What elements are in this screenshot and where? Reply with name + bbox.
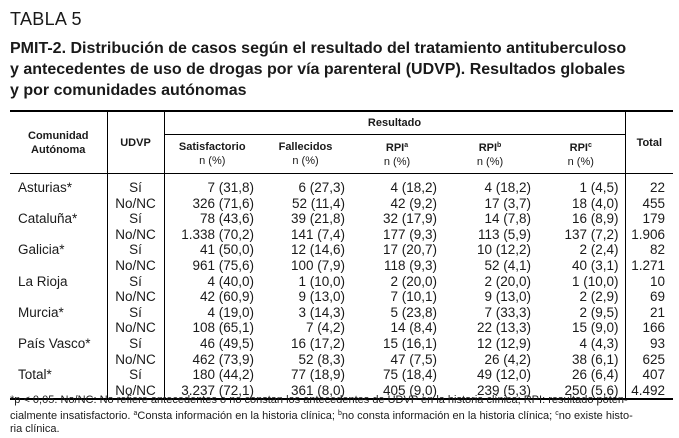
table-row (10, 352, 673, 368)
value-cell: 14 (8,4) (390, 320, 437, 336)
value-cell: 47 (7,5) (390, 351, 437, 367)
table-row (10, 336, 673, 352)
value-cell: 2 (20,0) (484, 273, 531, 289)
community-cell (10, 258, 107, 274)
value-cell: 10 (12,2) (476, 242, 531, 258)
value-cell: 4 (40,0) (164, 274, 260, 290)
value-cell: 26 (6,4) (572, 367, 619, 383)
header-rpi-b: RPI$^b$ n (%) (443, 135, 537, 174)
total-cell: 407 (625, 367, 673, 383)
value-cell: 39 (21,8) (290, 211, 345, 227)
value-cell: 100 (7,9) (290, 257, 345, 273)
udvp-cell: No/NC (107, 383, 164, 400)
header-comunidad: Comunidad Autónoma (10, 111, 107, 174)
total-cell: 625 (625, 352, 673, 368)
table-row (10, 174, 673, 196)
value-cell: 14 (7,8) (484, 211, 531, 227)
table-footnote (10, 394, 673, 436)
value-cell: 16 (8,9) (572, 211, 619, 227)
total-cell: 179 (625, 211, 673, 227)
value-cell: 1 (10,0) (572, 273, 619, 289)
value-cell: 49 (12,0) (476, 367, 531, 383)
udvp-cell: Sí (107, 174, 164, 196)
udvp-cell: Sí (107, 242, 164, 258)
table-row (10, 258, 673, 274)
value-cell: 1 (10,0) (298, 273, 345, 289)
value-cell: 52 (11,4) (291, 195, 345, 211)
header-rpi-a: RPI$^a$ n (%) (351, 135, 443, 174)
total-cell: 22 (625, 174, 673, 196)
table-row (10, 227, 673, 243)
community-cell: Murcia* (18, 304, 64, 320)
table-label: TABLA 5 (10, 9, 82, 29)
value-cell: 22 (13,3) (476, 320, 531, 336)
value-cell: 1.338 (70,2) (164, 227, 260, 243)
value-cell: 9 (13,0) (298, 289, 345, 305)
community-cell: País Vasco* (18, 335, 91, 351)
title-line: PMIT-2. Distribución de casos según el resultado del tratamiento antituberculoso (10, 40, 627, 57)
community-cell: La Rioja (18, 273, 68, 289)
value-cell: 52 (8,3) (298, 351, 345, 367)
total-cell: 4.492 (625, 383, 673, 400)
header-udvp: UDVP (107, 111, 164, 174)
udvp-cell: No/NC (107, 352, 164, 368)
value-cell: 38 (6,1) (572, 351, 619, 367)
value-cell: 16 (17,2) (290, 335, 345, 351)
value-cell: 3 (14,3) (298, 304, 345, 320)
value-cell: 17 (20,7) (382, 242, 437, 258)
value-cell: 9 (13,0) (484, 289, 531, 305)
total-cell: 82 (625, 242, 673, 258)
table-row (10, 211, 673, 227)
value-cell: 7 (33,3) (484, 304, 531, 320)
table-row (10, 305, 673, 321)
value-cell: 108 (65,1) (164, 320, 260, 336)
value-cell: 32 (17,9) (382, 211, 437, 227)
value-cell: 961 (75,6) (164, 258, 260, 274)
value-cell: 7 (10,1) (390, 289, 437, 305)
total-cell: 1.906 (625, 227, 673, 243)
total-cell: 455 (625, 196, 673, 212)
value-cell: 42 (60,9) (164, 289, 260, 305)
value-cell: 12 (14,6) (290, 242, 345, 258)
value-cell: 26 (4,2) (484, 351, 531, 367)
table-body (10, 174, 673, 400)
value-cell: 41 (50,0) (164, 242, 260, 258)
total-cell: 166 (625, 320, 673, 336)
results-table (10, 110, 673, 400)
value-cell: 4 (4,3) (579, 335, 619, 351)
value-cell: 2 (9,5) (579, 304, 619, 320)
value-cell: 4 (18,2) (484, 180, 531, 195)
footnote-line: ria clínica. (10, 423, 60, 435)
value-cell: 4 (19,0) (164, 305, 260, 321)
community-cell (10, 227, 107, 243)
udvp-cell: Sí (107, 336, 164, 352)
value-cell: 361 (8,0) (260, 383, 351, 400)
total-cell: 10 (625, 274, 673, 290)
udvp-cell: No/NC (107, 227, 164, 243)
header-total: Total (625, 111, 673, 174)
value-cell: 4 (18,2) (390, 180, 437, 195)
total-cell: 93 (625, 336, 673, 352)
total-cell: 21 (625, 305, 673, 321)
value-cell: 462 (73,9) (164, 352, 260, 368)
value-cell: 7 (4,2) (305, 320, 345, 336)
value-cell: 40 (3,1) (572, 257, 619, 273)
udvp-cell: No/NC (107, 320, 164, 336)
community-cell (10, 352, 107, 368)
table-row (10, 320, 673, 336)
table-row (10, 196, 673, 212)
header-resultado: Resultado (164, 111, 625, 135)
value-cell: 2 (2,4) (579, 242, 619, 258)
value-cell: 77 (18,9) (290, 367, 345, 383)
value-cell: 15 (9,0) (572, 320, 619, 336)
table-row (10, 289, 673, 305)
udvp-cell: Sí (107, 211, 164, 227)
value-cell: 118 (9,3) (383, 257, 437, 273)
table-row (10, 274, 673, 290)
table-row (10, 367, 673, 383)
value-cell: 250 (5,6) (537, 383, 625, 400)
value-cell: 326 (71,6) (164, 196, 260, 212)
footnote-line: *p < 0,05. No/NC: No refiere antecedentes o no constan los antecedentes de UDVP en la historia clínica; RPI: resultado poten- (10, 394, 628, 406)
header-fallecidos: Fallecidos n (%) (260, 135, 351, 174)
total-cell: 69 (625, 289, 673, 305)
udvp-cell: Sí (107, 367, 164, 383)
value-cell: 1 (4,5) (579, 180, 619, 195)
title-line: y antecedentes de uso de drogas por vía parenteral (UDVP). Resultados globales (10, 61, 626, 78)
community-cell (10, 320, 107, 336)
value-cell: 405 (9,0) (351, 383, 443, 400)
udvp-cell: No/NC (107, 289, 164, 305)
total-cell: 1.271 (625, 258, 673, 274)
value-cell: 2 (20,0) (390, 273, 437, 289)
udvp-cell: No/NC (107, 258, 164, 274)
value-cell: 7 (31,8) (164, 174, 260, 196)
value-cell: 78 (43,6) (164, 211, 260, 227)
community-cell (10, 196, 107, 212)
value-cell: 17 (3,7) (484, 195, 531, 211)
table-row (10, 242, 673, 258)
community-cell (10, 289, 107, 305)
footnote-line: cialmente insatisfactorio. $^a$Consta información en la historia clínica; $^b$no consta información en la historia clínica; $^c$no existe histo- (10, 410, 633, 422)
value-cell: 12 (12,9) (476, 335, 531, 351)
value-cell: 5 (23,8) (390, 304, 437, 320)
header-rpi-c: RPI$^c$ n (%) (537, 135, 625, 174)
udvp-cell: Sí (107, 305, 164, 321)
value-cell: 239 (5,3) (443, 383, 537, 400)
value-cell: 3.237 (72,1) (164, 383, 260, 400)
value-cell: 113 (5,9) (477, 226, 531, 242)
community-cell: Total* (18, 367, 52, 383)
community-cell: Asturias* (18, 180, 73, 195)
value-cell: 75 (18,4) (382, 367, 437, 383)
header-satisfactorio: Satisfactorio n (%) (164, 135, 260, 174)
value-cell: 52 (4,1) (484, 257, 531, 273)
title-line: y por comunidades autónomas (10, 82, 247, 99)
value-cell: 46 (49,5) (164, 336, 260, 352)
value-cell: 137 (7,2) (564, 226, 619, 242)
community-cell: Cataluña* (18, 211, 78, 227)
table-title (10, 38, 672, 101)
value-cell: 18 (4,0) (572, 195, 619, 211)
value-cell: 15 (16,1) (382, 335, 437, 351)
value-cell: 177 (9,3) (382, 226, 437, 242)
value-cell: 141 (7,4) (290, 226, 345, 242)
value-cell: 6 (27,3) (298, 180, 345, 195)
value-cell: 42 (9,2) (390, 195, 437, 211)
value-cell: 180 (44,2) (164, 367, 260, 383)
udvp-cell: Sí (107, 274, 164, 290)
community-cell: Galicia* (18, 242, 65, 258)
udvp-cell: No/NC (107, 196, 164, 212)
value-cell: 2 (2,9) (579, 289, 619, 305)
